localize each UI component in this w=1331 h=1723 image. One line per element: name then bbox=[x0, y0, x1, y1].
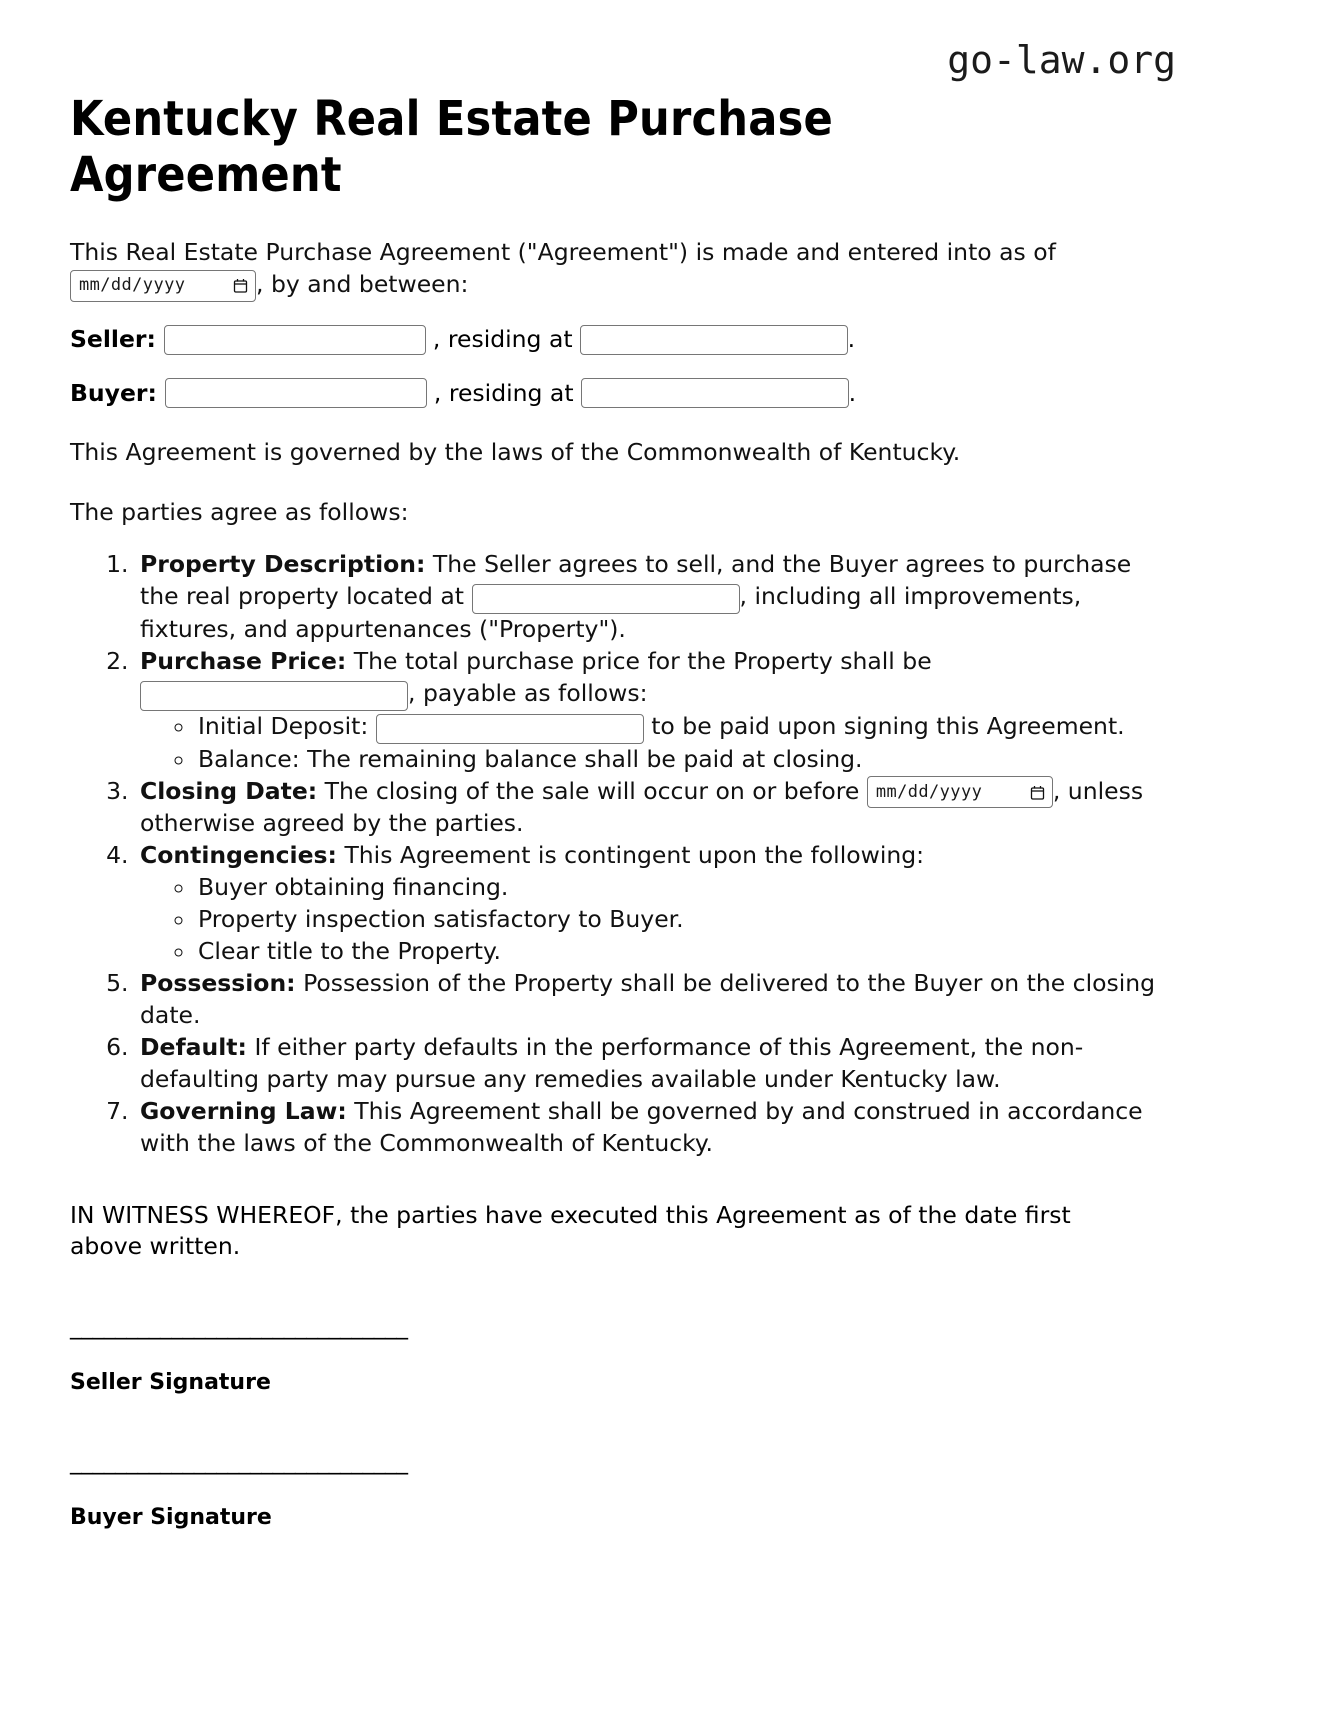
seller-period: . bbox=[847, 324, 856, 353]
list-item: ◦ Buyer obtaining financing. bbox=[196, 872, 1171, 904]
closing-date-placeholder: mm/dd/yyyy bbox=[875, 781, 983, 802]
property-address-input[interactable] bbox=[472, 584, 740, 614]
seller-row bbox=[70, 324, 1171, 356]
clause-term-purchase-price: Purchase Price: bbox=[140, 647, 347, 676]
closing-date-input[interactable] bbox=[867, 776, 1053, 808]
agreement-date-placeholder: mm/dd/yyyy bbox=[79, 275, 186, 296]
buyer-signature-line[interactable]: ______________________________ bbox=[70, 1447, 408, 1476]
seller-name-input[interactable] bbox=[164, 325, 426, 355]
clause-text-closing-date-part2: , unless otherwise agreed by the parties. bbox=[140, 776, 1144, 838]
agreement-date-input[interactable] bbox=[70, 270, 256, 302]
clause-governing-law bbox=[136, 1096, 1171, 1160]
agree-lead: The parties agree as follows: bbox=[70, 498, 409, 527]
clauses-list bbox=[70, 549, 1171, 1160]
purchase-price-sublist bbox=[140, 711, 1171, 776]
clause-text-contingencies: This Agreement is contingent upon the following: bbox=[344, 841, 925, 870]
buyer-label: Buyer: bbox=[70, 378, 157, 407]
seller-signature-label: Seller Signature bbox=[70, 1370, 271, 1396]
buyer-signature-label: Buyer Signature bbox=[70, 1505, 272, 1531]
witness-paragraph: IN WITNESS WHEREOF, the parties have executed this Agreement as of the date first above written. bbox=[70, 1200, 1071, 1260]
seller-address-input[interactable] bbox=[580, 325, 848, 355]
seller-label: Seller: bbox=[70, 324, 156, 353]
clause-term-contingencies: Contingencies: bbox=[140, 841, 337, 870]
purchase-price-input[interactable] bbox=[140, 681, 408, 711]
clause-text-purchase-price-part2: , payable as follows: bbox=[408, 679, 648, 707]
clause-text-property-description-part2: , including all improvements, fixtures, and appurtenances ("Property"). bbox=[140, 582, 1082, 644]
clause-term-governing-law: Governing Law: bbox=[140, 1097, 347, 1126]
initial-deposit-label: Initial Deposit: bbox=[198, 712, 369, 740]
clause-text-possession: Possession of the Property shall be delivered to the Buyer on the closing date. bbox=[140, 969, 1156, 1030]
clause-text-purchase-price-part1: The total purchase price for the Property shall be bbox=[353, 647, 932, 676]
clause-term-property-description: Property Description: bbox=[140, 550, 426, 579]
seller-signature-line[interactable]: ______________________________ bbox=[70, 1311, 408, 1340]
clause-text-governing-law: This Agreement shall be governed by and construed in accordance with the laws of the Commonwealth of Kentucky. bbox=[140, 1097, 1143, 1157]
calendar-icon[interactable] bbox=[233, 278, 248, 293]
seller-residing-text: , residing at bbox=[432, 324, 573, 353]
buyer-signature-block bbox=[70, 1447, 1171, 1530]
site-watermark: go-law.org bbox=[947, 38, 1176, 82]
clause-contingencies bbox=[136, 840, 1171, 968]
buyer-row bbox=[70, 378, 1171, 410]
calendar-icon[interactable] bbox=[1030, 785, 1045, 800]
clause-text-closing-date-part1: The closing of the sale will occur on or before bbox=[324, 776, 860, 805]
intro-text-before-date: This Real Estate Purchase Agreement ("Agreement") is made and entered into as of bbox=[70, 238, 1056, 267]
page-title: Kentucky Real Estate Purchase Agreement bbox=[70, 91, 833, 203]
clause-text-property-description-part1: The Seller agrees to sell, and the Buyer agrees to purchase the real property located at bbox=[140, 550, 1132, 611]
buyer-address-input[interactable] bbox=[581, 378, 849, 408]
sub-item-balance: ◦ Balance: The remaining balance shall be paid at closing. bbox=[196, 744, 1171, 776]
governing-sentence: This Agreement is governed by the laws of the Commonwealth of Kentucky. bbox=[70, 438, 961, 467]
buyer-name-input[interactable] bbox=[165, 378, 427, 408]
intro-text-after-date: , by and between: bbox=[256, 270, 469, 299]
clause-term-closing-date: Closing Date: bbox=[140, 776, 318, 805]
contingencies-sublist bbox=[140, 872, 1171, 968]
list-item: ◦ Property inspection satisfactory to Buyer. bbox=[196, 904, 1171, 936]
buyer-residing-text: , residing at bbox=[433, 378, 574, 407]
intro-paragraph bbox=[70, 237, 1171, 301]
seller-signature-block bbox=[70, 1312, 1171, 1395]
clause-property-description bbox=[136, 549, 1171, 646]
clause-purchase-price bbox=[136, 646, 1171, 776]
initial-deposit-after-text: to be paid upon signing this Agreement. bbox=[651, 712, 1125, 740]
sub-item-initial-deposit bbox=[196, 711, 1171, 744]
clause-closing-date bbox=[136, 776, 1171, 840]
clause-text-default: If either party defaults in the performance of this Agreement, the non-defaulting party may pursue any remedies available under Kentucky law. bbox=[140, 1033, 1084, 1094]
initial-deposit-input[interactable] bbox=[376, 714, 644, 744]
clause-possession bbox=[136, 968, 1171, 1032]
clause-term-possession: Possession: bbox=[140, 969, 296, 998]
clause-default bbox=[136, 1032, 1171, 1096]
list-item: ◦ Clear title to the Property. bbox=[196, 936, 1171, 968]
clause-term-default: Default: bbox=[140, 1033, 247, 1062]
buyer-period: . bbox=[848, 378, 857, 407]
